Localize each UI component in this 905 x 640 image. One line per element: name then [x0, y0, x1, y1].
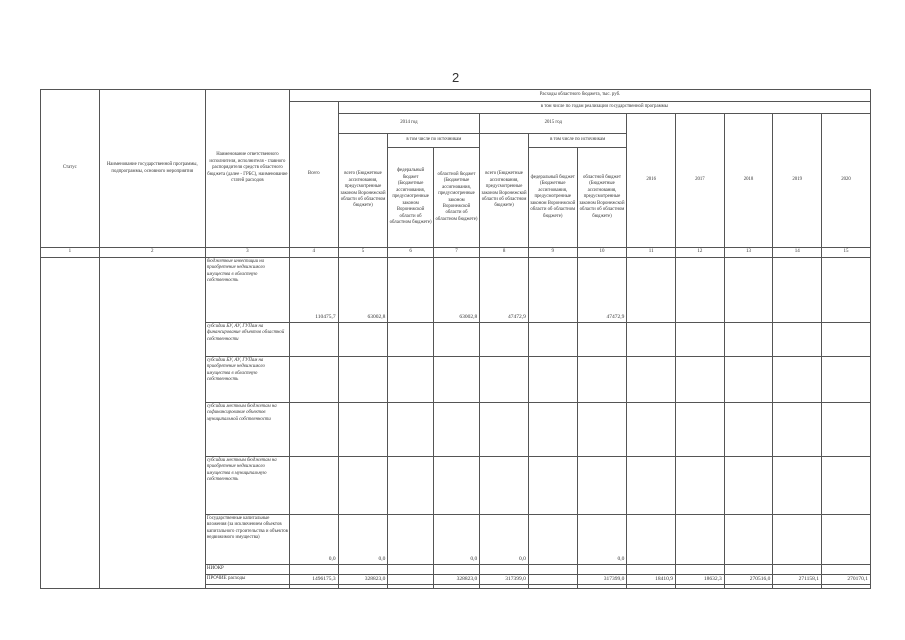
- column-number: 1: [41, 248, 100, 258]
- value-2015-federal: [528, 457, 577, 515]
- row-label-niokr: НИОКР: [205, 565, 289, 575]
- value-2015-total: 317399,0: [480, 574, 529, 584]
- header-year-2018: 2018: [724, 114, 773, 248]
- value-2019: [773, 357, 822, 403]
- value-2020: [822, 258, 871, 323]
- header-year-2020: 2020: [822, 114, 871, 248]
- value-2020: [822, 403, 871, 457]
- value-2014-regional: [433, 323, 479, 357]
- value-2018: [724, 403, 773, 457]
- value-2014-total: 63002,8: [338, 258, 388, 323]
- header-sources-2015: в том числе по источникам: [528, 134, 626, 148]
- value-2020: [822, 515, 871, 565]
- column-number: 5: [338, 248, 388, 258]
- value-2017: [676, 457, 725, 515]
- value-2018: [724, 357, 773, 403]
- value-2015-total: 47472,9: [480, 258, 529, 323]
- value-2019: [773, 323, 822, 357]
- value-2014-regional: [433, 457, 479, 515]
- value-2015-total: [480, 457, 529, 515]
- row-description: субсидии БУ, АУ, ГУПам на финансирование объектов областной собственности: [205, 323, 289, 357]
- value-2016: [627, 515, 676, 565]
- value-2017: [676, 258, 725, 323]
- column-number: 3: [205, 248, 289, 258]
- value-2014-federal: [388, 403, 433, 457]
- header-regional-2014: областной бюджет (Бюджетные ассигнования, предусмотренные законом Воронежской области об областном бюджете): [433, 148, 479, 248]
- value-2015-regional: [577, 403, 627, 457]
- value-2014-total: [338, 357, 388, 403]
- column-number: 6: [388, 248, 433, 258]
- value-2014-federal: [388, 357, 433, 403]
- column-number-row: [41, 248, 871, 258]
- value-2014-total: [338, 323, 388, 357]
- value-2018: [724, 457, 773, 515]
- header-year-2016: 2016: [627, 114, 676, 248]
- column-number: 8: [480, 248, 529, 258]
- value-2016: 18410,9: [627, 574, 676, 584]
- row-description: Государственные капитальные вложения (за исключением объектов капитального строительства и объектов недвижимого имущества): [205, 515, 289, 565]
- header-total-2015: всего (Бюджетные ассигнования, предусмотренные законом Воронежской области об областном бюджете): [480, 134, 529, 248]
- row-description: субсидии местным бюджетам на софинансирование объектов муниципальной собственности: [205, 403, 289, 457]
- value-2016: [627, 357, 676, 403]
- value-2020: [822, 357, 871, 403]
- column-number: 13: [724, 248, 773, 258]
- header-executor: Наименование ответственного исполнителя, исполнителя - главного распорядителя средств областного бюджета (далее - ГРБС), наименование статей расходов: [205, 90, 289, 248]
- value-2014-total: [338, 403, 388, 457]
- value-2014-total: 0,0: [338, 515, 388, 565]
- value-2020: [822, 457, 871, 515]
- header-by-years: в том числе по годам реализации государственной программы: [338, 102, 870, 114]
- header-federal-2014: федеральный бюджет (Бюджетные ассигнования, предусмотренные законом Воронежской области об областном бюджете): [388, 148, 433, 248]
- value-2015-total: [480, 403, 529, 457]
- value-2019: 271158,1: [773, 574, 822, 584]
- value-2015-regional: [577, 323, 627, 357]
- value-2015-total: 0,0: [480, 515, 529, 565]
- value-2015-federal: [528, 515, 577, 565]
- value-2015-regional: 317399,0: [577, 574, 627, 584]
- value-2019: [773, 403, 822, 457]
- header-year-2017: 2017: [676, 114, 725, 248]
- header-year-2019: 2019: [773, 114, 822, 248]
- value-2015-regional: 0,0: [577, 515, 627, 565]
- value-2019: [773, 515, 822, 565]
- value-2017: [676, 323, 725, 357]
- header-expenses-total: Расходы областного бюджета, тыс. руб.: [289, 90, 870, 102]
- value-2019: [773, 258, 822, 323]
- value-2017: [676, 357, 725, 403]
- column-number: 7: [433, 248, 479, 258]
- value-2015-total: [480, 357, 529, 403]
- header-total-2014: всего (Бюджетные ассигнования, предусмотренные законом Воронежской области об областном бюджете): [338, 134, 388, 248]
- value-2014-regional: 0,0: [433, 515, 479, 565]
- value-2018: [724, 515, 773, 565]
- value-2014-federal: [388, 515, 433, 565]
- value-total: 1496175,3: [289, 574, 338, 584]
- value-2018: [724, 323, 773, 357]
- header-year-2014: 2014 год: [338, 114, 480, 134]
- header-program-name: Наименование государственной программы, подпрограммы, основного мероприятия: [99, 90, 205, 248]
- value-2014-federal: [388, 574, 433, 584]
- program-name-cell: [99, 258, 205, 589]
- page-number: 2: [452, 70, 460, 85]
- value-2020: 270170,1: [822, 574, 871, 584]
- value-total: [289, 403, 338, 457]
- value-2015-regional: 47472,9: [577, 258, 627, 323]
- value-2015-federal: [528, 574, 577, 584]
- value-total: [289, 457, 338, 515]
- row-description: бюджетные инвестиции на приобретение недвижимого имущества в областную собственность: [205, 258, 289, 323]
- value-2020: [822, 323, 871, 357]
- header-total: Всего: [289, 102, 338, 248]
- value-2016: [627, 323, 676, 357]
- header-federal-2015: федеральный бюджет (Бюджетные ассигнования, предусмотренные законом Воронежской области об областном бюджете): [528, 148, 577, 248]
- column-number: 11: [627, 248, 676, 258]
- value-2014-total: 328823,0: [338, 574, 388, 584]
- value-2015-total: [480, 323, 529, 357]
- value-2018: 270516,0: [724, 574, 773, 584]
- value-2014-regional: 63002,8: [433, 258, 479, 323]
- value-total: [289, 357, 338, 403]
- row-description: субсидии БУ, АУ, ГУПам на приобретение недвижимого имущества в областную собственность: [205, 357, 289, 403]
- column-number: 4: [289, 248, 338, 258]
- value-2015-regional: [577, 357, 627, 403]
- value-2014-federal: [388, 457, 433, 515]
- header-sources-2014: в том числе по источникам: [388, 134, 480, 148]
- value-2017: [676, 403, 725, 457]
- value-2016: [627, 258, 676, 323]
- value-2015-federal: [528, 323, 577, 357]
- value-2017: 18632,3: [676, 574, 725, 584]
- value-2014-total: [338, 457, 388, 515]
- header-status: Статус: [41, 90, 100, 248]
- value-total: 0,0: [289, 515, 338, 565]
- column-number: 10: [577, 248, 627, 258]
- value-total: 110475,7: [289, 258, 338, 323]
- value-2015-federal: [528, 258, 577, 323]
- value-2019: [773, 457, 822, 515]
- value-2014-regional: 328823,0: [433, 574, 479, 584]
- budget-table: [40, 89, 871, 589]
- value-2014-federal: [388, 323, 433, 357]
- value-2014-federal: [388, 258, 433, 323]
- table-row: [41, 258, 871, 323]
- value-2015-regional: [577, 457, 627, 515]
- column-number: 2: [99, 248, 205, 258]
- header-year-2015: 2015 год: [480, 114, 627, 134]
- column-number: 14: [773, 248, 822, 258]
- value-2018: [724, 258, 773, 323]
- value-2015-federal: [528, 357, 577, 403]
- row-description: субсидии местным бюджетам на приобретение недвижимого имущества в муниципальную собственность: [205, 457, 289, 515]
- column-number: 15: [822, 248, 871, 258]
- value-2014-regional: [433, 357, 479, 403]
- header-regional-2015: областной бюджет (Бюджетные ассигнования, предусмотренные законом Воронежской области об областном бюджете): [577, 148, 627, 248]
- value-2014-regional: [433, 403, 479, 457]
- value-total: [289, 323, 338, 357]
- value-2016: [627, 457, 676, 515]
- status-cell: [41, 258, 100, 589]
- value-2016: [627, 403, 676, 457]
- column-number: 12: [676, 248, 725, 258]
- row-label-other: ПРОЧИЕ расходы: [205, 574, 289, 584]
- value-2017: [676, 515, 725, 565]
- value-2015-federal: [528, 403, 577, 457]
- column-number: 9: [528, 248, 577, 258]
